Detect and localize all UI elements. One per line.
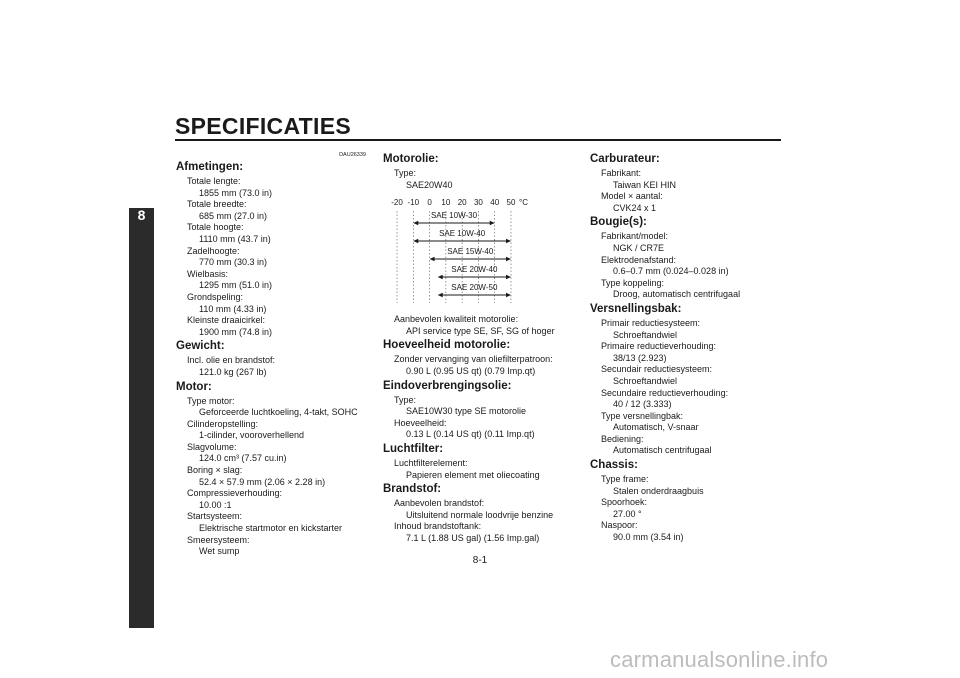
spec-label: Inhoud brandstoftank: (394, 521, 482, 532)
spec-item (601, 255, 780, 278)
spec-label: Totale breedte: (187, 199, 247, 210)
spec-item (187, 292, 366, 315)
axis-unit-label: °C (519, 198, 528, 208)
page-title: SPECIFICATIES (175, 113, 351, 139)
column-3 (590, 151, 780, 544)
range-arrow-right (506, 257, 511, 261)
spec-value: 1295 mm (51.0 in) (199, 280, 273, 291)
spec-item (394, 458, 571, 481)
spec-label: Wielbasis: (187, 268, 229, 279)
chapter-number: 8 (137, 207, 146, 223)
spec-value: 0.6–0.7 mm (0.024–0.028 in) (613, 266, 729, 277)
spec-label: Zadelhoogte: (187, 245, 240, 256)
axis-tick-label: 30 (473, 198, 483, 208)
spec-item (601, 434, 780, 457)
spec-value: CVK24 x 1 (613, 202, 657, 213)
spec-item (187, 355, 366, 378)
spec-item (601, 388, 780, 411)
spec-value: 1900 mm (74.8 in) (199, 326, 273, 337)
section-heading-versnellingsbak: Versnellingsbak: (590, 302, 682, 315)
spec-item (601, 318, 780, 341)
spec-item (187, 246, 366, 269)
viscosity-grade-label: SAE 20W-50 (451, 283, 498, 293)
title-rule (175, 139, 781, 141)
spec-value: Papieren element met oliecoating (406, 469, 540, 480)
spec-item (601, 341, 780, 364)
range-arrow-left (413, 239, 418, 243)
spec-value: 1-cilinder, vooroverhellend (199, 430, 305, 441)
spec-label: Secundaire reductieverhouding: (601, 387, 729, 398)
axis-tick-label: 40 (490, 198, 500, 208)
spec-value: Stalen onderdraagbuis (613, 485, 704, 496)
section-heading-afmetingen: Afmetingen: (176, 161, 244, 173)
spec-label: Totale hoogte: (187, 222, 244, 233)
spec-item (601, 278, 780, 301)
axis-tick-label: 0 (427, 198, 432, 208)
spec-label: Type: (394, 394, 417, 405)
axis-tick-label: 10 (441, 198, 451, 208)
spec-item (187, 465, 366, 488)
section-heading-motor: Motor: (176, 380, 212, 393)
range-arrow-left (438, 275, 443, 279)
range-arrow-left (413, 221, 418, 225)
spec-value: 7.1 L (1.88 US gal) (1.56 Imp.gal) (406, 532, 540, 543)
spec-label: Secundair reductiesysteem: (601, 364, 713, 375)
spec-label: Hoeveelheid: (394, 417, 447, 428)
spec-label: Type versnellingbak: (601, 410, 684, 421)
section-heading-gewicht: Gewicht: (176, 340, 225, 353)
spec-item (187, 176, 366, 199)
spec-value: 770 mm (30.3 in) (199, 257, 268, 268)
section-heading-brandstof: Brandstof: (383, 483, 442, 496)
spec-value: Wet sump (199, 546, 240, 557)
spec-value: SAE10W30 type SE motorolie (406, 406, 527, 417)
column-1 (176, 151, 366, 558)
range-arrow-right (506, 239, 511, 243)
spec-label: Model × aantal: (601, 191, 663, 202)
section-heading-hoeveelheid: Hoeveelheid motorolie: (383, 339, 511, 352)
viscosity-grade-label: SAE 10W-30 (430, 211, 478, 221)
spec-value: API service type SE, SF, SG of hoger (406, 325, 555, 336)
spec-label: Luchtfilterelement: (394, 457, 468, 468)
footer-watermark: carmanualsonline.info (610, 647, 829, 672)
spec-value: SAE20W40 (406, 179, 453, 190)
spec-label: Smeersysteem: (187, 534, 250, 545)
spec-value: Uitsluitend normale loodvrije benzine (406, 509, 554, 520)
spec-label: Compressieverhouding: (187, 488, 283, 499)
column-2 (383, 151, 571, 545)
viscosity-grade-label: SAE 10W-40 (439, 229, 486, 239)
spec-label: Primair reductiesysteem: (601, 317, 701, 328)
spec-label: Primaire reductieverhouding: (601, 341, 717, 352)
spec-label: Type koppeling: (601, 277, 665, 288)
spec-value: 1110 mm (43.7 in) (199, 233, 271, 244)
section-heading-bougie: Bougie(s): (590, 216, 647, 229)
spec-label: Spoorhoek: (601, 497, 648, 508)
spec-item (187, 535, 366, 558)
spec-value: 38/13 (2.923) (613, 352, 667, 363)
spec-item (187, 199, 366, 222)
spec-item (187, 315, 366, 338)
spec-label: Slagvolume: (187, 441, 237, 452)
spec-label: Type motor: (187, 395, 235, 406)
spec-item (394, 395, 571, 418)
spec-label: Cilinderopstelling: (187, 418, 259, 429)
spec-value: 90.0 mm (3.54 in) (613, 532, 684, 543)
spec-item (187, 396, 366, 419)
chapter-tab (129, 208, 154, 628)
spec-value: 685 mm (27.0 in) (199, 210, 268, 221)
spec-item (394, 418, 571, 441)
axis-tick-label: 50 (506, 198, 516, 208)
spec-item (601, 191, 780, 214)
viscosity-grade-label: SAE 20W-40 (451, 265, 498, 275)
spec-value: Elektrische startmotor en kickstarter (199, 523, 343, 534)
spec-value: 27.00 ° (613, 508, 642, 519)
range-arrow-left (430, 257, 435, 261)
spec-item (187, 442, 366, 465)
spec-label: Zonder vervanging van oliefilterpatroon: (394, 354, 553, 365)
page-number: 8-1 (472, 555, 488, 566)
section-heading-carburateur: Carburateur: (590, 153, 660, 165)
spec-value: 1855 mm (73.0 in) (199, 187, 273, 198)
spec-label: Type: (394, 168, 417, 178)
section-heading-chassis: Chassis: (590, 459, 638, 472)
spec-item (187, 511, 366, 534)
spec-value: 52.4 × 57.9 mm (2.06 × 2.28 in) (199, 476, 326, 487)
axis-tick-label: -20 (391, 198, 403, 208)
range-arrow-right (506, 275, 511, 279)
spec-value: 124.0 cm³ (7.57 cu.in) (199, 453, 287, 464)
spec-item (394, 168, 571, 191)
spec-value: Taiwan KEI HIN (613, 179, 677, 190)
oil-viscosity-chart (387, 197, 547, 307)
spec-item (601, 364, 780, 387)
spec-value: Schroeftandwiel (613, 329, 678, 340)
spec-item (187, 222, 366, 245)
spec-item (394, 498, 571, 521)
spec-item (187, 488, 366, 511)
range-arrow-right (506, 293, 511, 297)
spec-value: 10.00 :1 (199, 499, 232, 510)
spec-item (394, 354, 571, 377)
spec-item (601, 520, 780, 543)
section-heading-motorolie: Motorolie: (383, 153, 439, 165)
range-arrow-right (490, 221, 495, 225)
spec-label: Bediening: (601, 433, 644, 444)
spec-item (187, 419, 366, 442)
section-heading-eindoverbrenging: Eindoverbrengingsolie: (383, 379, 512, 392)
spec-value: Geforceerde luchtkoeling, 4-takt, SOHC (199, 407, 358, 418)
spec-value: Schroeftandwiel (613, 375, 678, 386)
spec-item (601, 168, 780, 191)
range-arrow-left (438, 293, 443, 297)
spec-label: Aanbevolen brandstof: (394, 498, 485, 509)
spec-label: Startsysteem: (187, 511, 243, 522)
spec-value: Droog, automatisch centrifugaal (613, 289, 741, 300)
spec-item (601, 231, 780, 254)
spec-label: Totale lengte: (187, 176, 241, 186)
axis-tick-label: 20 (457, 198, 467, 208)
spec-label: Naspoor: (601, 520, 638, 531)
spec-label: Type frame: (601, 474, 649, 485)
spec-item (601, 411, 780, 434)
spec-label: Fabrikant: (601, 168, 642, 178)
spec-value: NGK / CR7E (613, 242, 665, 253)
spec-value: 121.0 kg (267 lb) (199, 366, 267, 377)
spec-value: Automatisch, V-snaar (613, 422, 699, 433)
spec-item (601, 497, 780, 520)
oil-viscosity-chart-svg (387, 197, 547, 307)
reference-code: DAU26339 (339, 152, 366, 158)
spec-item (394, 521, 571, 544)
spec-label: Kleinste draaicirkel: (187, 315, 266, 326)
spec-value: 0.13 L (0.14 US qt) (0.11 Imp.qt) (406, 429, 535, 440)
spec-label: Elektrodenafstand: (601, 254, 677, 265)
spec-label: Incl. olie en brandstof: (187, 355, 276, 366)
spec-label: Fabrikant/model: (601, 231, 669, 242)
axis-tick-label: -10 (407, 198, 420, 208)
spec-label: Boring × slag: (187, 465, 243, 476)
spec-item (187, 269, 366, 292)
section-heading-luchtfilter: Luchtfilter: (383, 442, 444, 455)
spec-value: 0.90 L (0.95 US qt) (0.79 Imp.qt) (406, 365, 536, 376)
spec-value: 40 / 12 (3.333) (613, 399, 672, 410)
viscosity-grade-label: SAE 15W-40 (447, 247, 494, 257)
spec-label: Grondspeling: (187, 291, 244, 302)
spec-item (601, 474, 780, 497)
spec-value: 110 mm (4.33 in) (199, 303, 267, 314)
spec-value: Automatisch centrifugaal (613, 445, 712, 456)
spec-label: Aanbevolen kwaliteit motorolie: (394, 314, 519, 325)
spec-item (394, 314, 571, 337)
